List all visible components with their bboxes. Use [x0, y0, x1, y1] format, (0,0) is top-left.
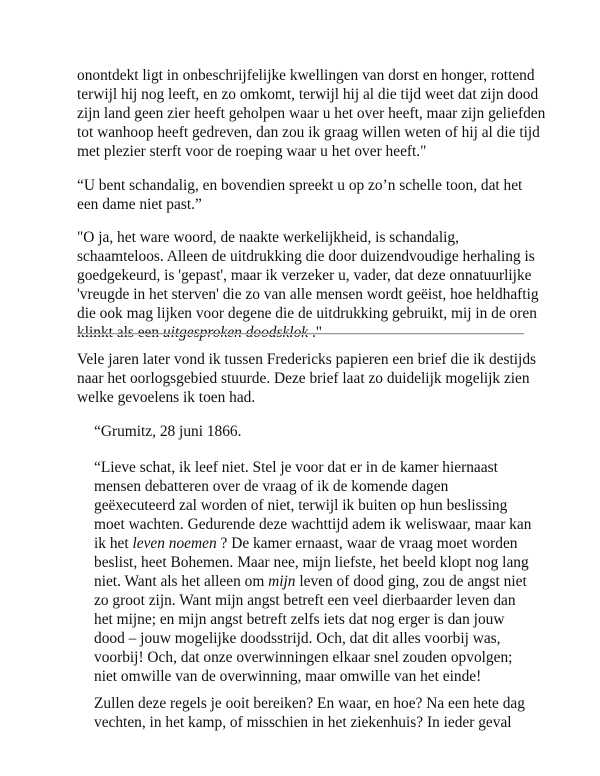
text-line: 'vreugde in het sterven' die zo van alle mensen wordt geëist, hoe heldhaftig [77, 286, 539, 303]
text-line: terwijl hij nog leeft, en zo omkomt, terwijl hij al die tijd weet dat zijn dood [77, 86, 539, 103]
paragraph-2 [77, 176, 527, 214]
text-line: naar het oorlogsgebied stuurde. Deze brief laat zo duidelijk mogelijk zien [77, 370, 530, 387]
text-line: “U bent schandalig, en bovendien spreekt u op zo’n schelle toon, dat het [77, 177, 523, 194]
horizontal-rule [77, 333, 524, 335]
text-line: geëxecuteerd zal worden of niet, terwijl ik buiten op hun beslissing [94, 497, 508, 514]
text-line: zijn land geen zier heeft geholpen waar u het over heeft, maar zijn geliefden [77, 105, 546, 122]
text-line: schaamteloos. Alleen de uitdrukking die door duizendvoudige herhaling is [77, 248, 535, 265]
text-line: met plezier sterft voor de roeping waar u het over heeft." [77, 143, 427, 160]
emphasis-text: leven noemen [132, 535, 217, 552]
text-segment: niet. Want als het alleen om [94, 573, 269, 590]
text-segment: klinkt als een [77, 324, 163, 341]
paragraph-1 [77, 66, 546, 161]
text-line: “Grumitz, 28 juni 1866. [94, 423, 242, 440]
text-line: "O ja, het ware woord, de naakte werkelijkheid, is schandalig, [77, 229, 459, 246]
emphasis-text: mijn [268, 573, 296, 590]
emphasis-text: uitgesproken doodsklok [162, 324, 309, 341]
paragraph-3 [77, 228, 539, 342]
paragraph-4 [77, 350, 536, 407]
text-line: dood – jouw mogelijke doodsstrijd. Och, dat dit alles voorbij was, [94, 630, 501, 647]
letter-paragraph-1 [94, 458, 534, 686]
text-line: welke gevoelens ik toen had. [77, 389, 256, 406]
text-line [94, 534, 534, 553]
text-line: het mijne; en mijn angst betreft zelfs iets dat nog erger is dan jouw [94, 611, 505, 628]
text-line: Zullen deze regels je ooit bereiken? En waar, en hoe? Na een hete dag [94, 695, 525, 712]
text-segment: ? De kamer ernaast, waar de vraag moet worden [216, 535, 518, 552]
text-line: Vele jaren later vond ik tussen Fredericks papieren een brief die ik destijds [77, 351, 536, 368]
text-line: onontdekt ligt in onbeschrijfelijke kwellingen van dorst en honger, rottend [77, 67, 535, 84]
text-line: een dame niet past.” [77, 196, 202, 213]
text-line: vechten, in het kamp, of misschien in het ziekenhuis? In ieder geval [94, 714, 512, 731]
text-line: “Lieve schat, ik leef niet. Stel je voor dat er in de kamer hiernaast [94, 459, 498, 476]
text-segment: ik het [94, 535, 133, 552]
letter-dateline [94, 422, 534, 441]
text-segment: ." [308, 324, 323, 341]
letter-paragraph-2 [94, 694, 534, 732]
text-line: die ook mag lijken voor degene die de uitdrukking gebruikt, mij in de oren [77, 305, 537, 322]
text-line: goedgekeurd, is 'gepast', maar ik verzeker u, vader, dat deze onnatuurlijke [77, 267, 532, 284]
text-line: zo groot zijn. Want mijn angst betreft een veel dierbaarder leven dan [94, 592, 516, 609]
text-line [94, 572, 534, 591]
text-segment: leven of dood ging, zou de angst niet [295, 573, 527, 590]
text-line: tot wanhoop heeft gedreven, dan zou ik graag willen weten of hij al die tijd [77, 124, 540, 141]
text-line: voorbij! Och, dat onze overwinningen elkaar snel zouden opvolgen; [94, 649, 513, 666]
text-line: moet wachten. Gedurende deze wachttijd adem ik weliswaar, maar kan [94, 516, 532, 533]
text-line: beslist, heet Bohemen. Maar nee, mijn liefste, het beeld klopt nog lang [94, 554, 529, 571]
text-line: mensen debatteren over de vraag of ik de komende dagen [94, 478, 449, 495]
text-line: niet omwille van de overwinning, maar omwille van het einde! [94, 668, 482, 685]
